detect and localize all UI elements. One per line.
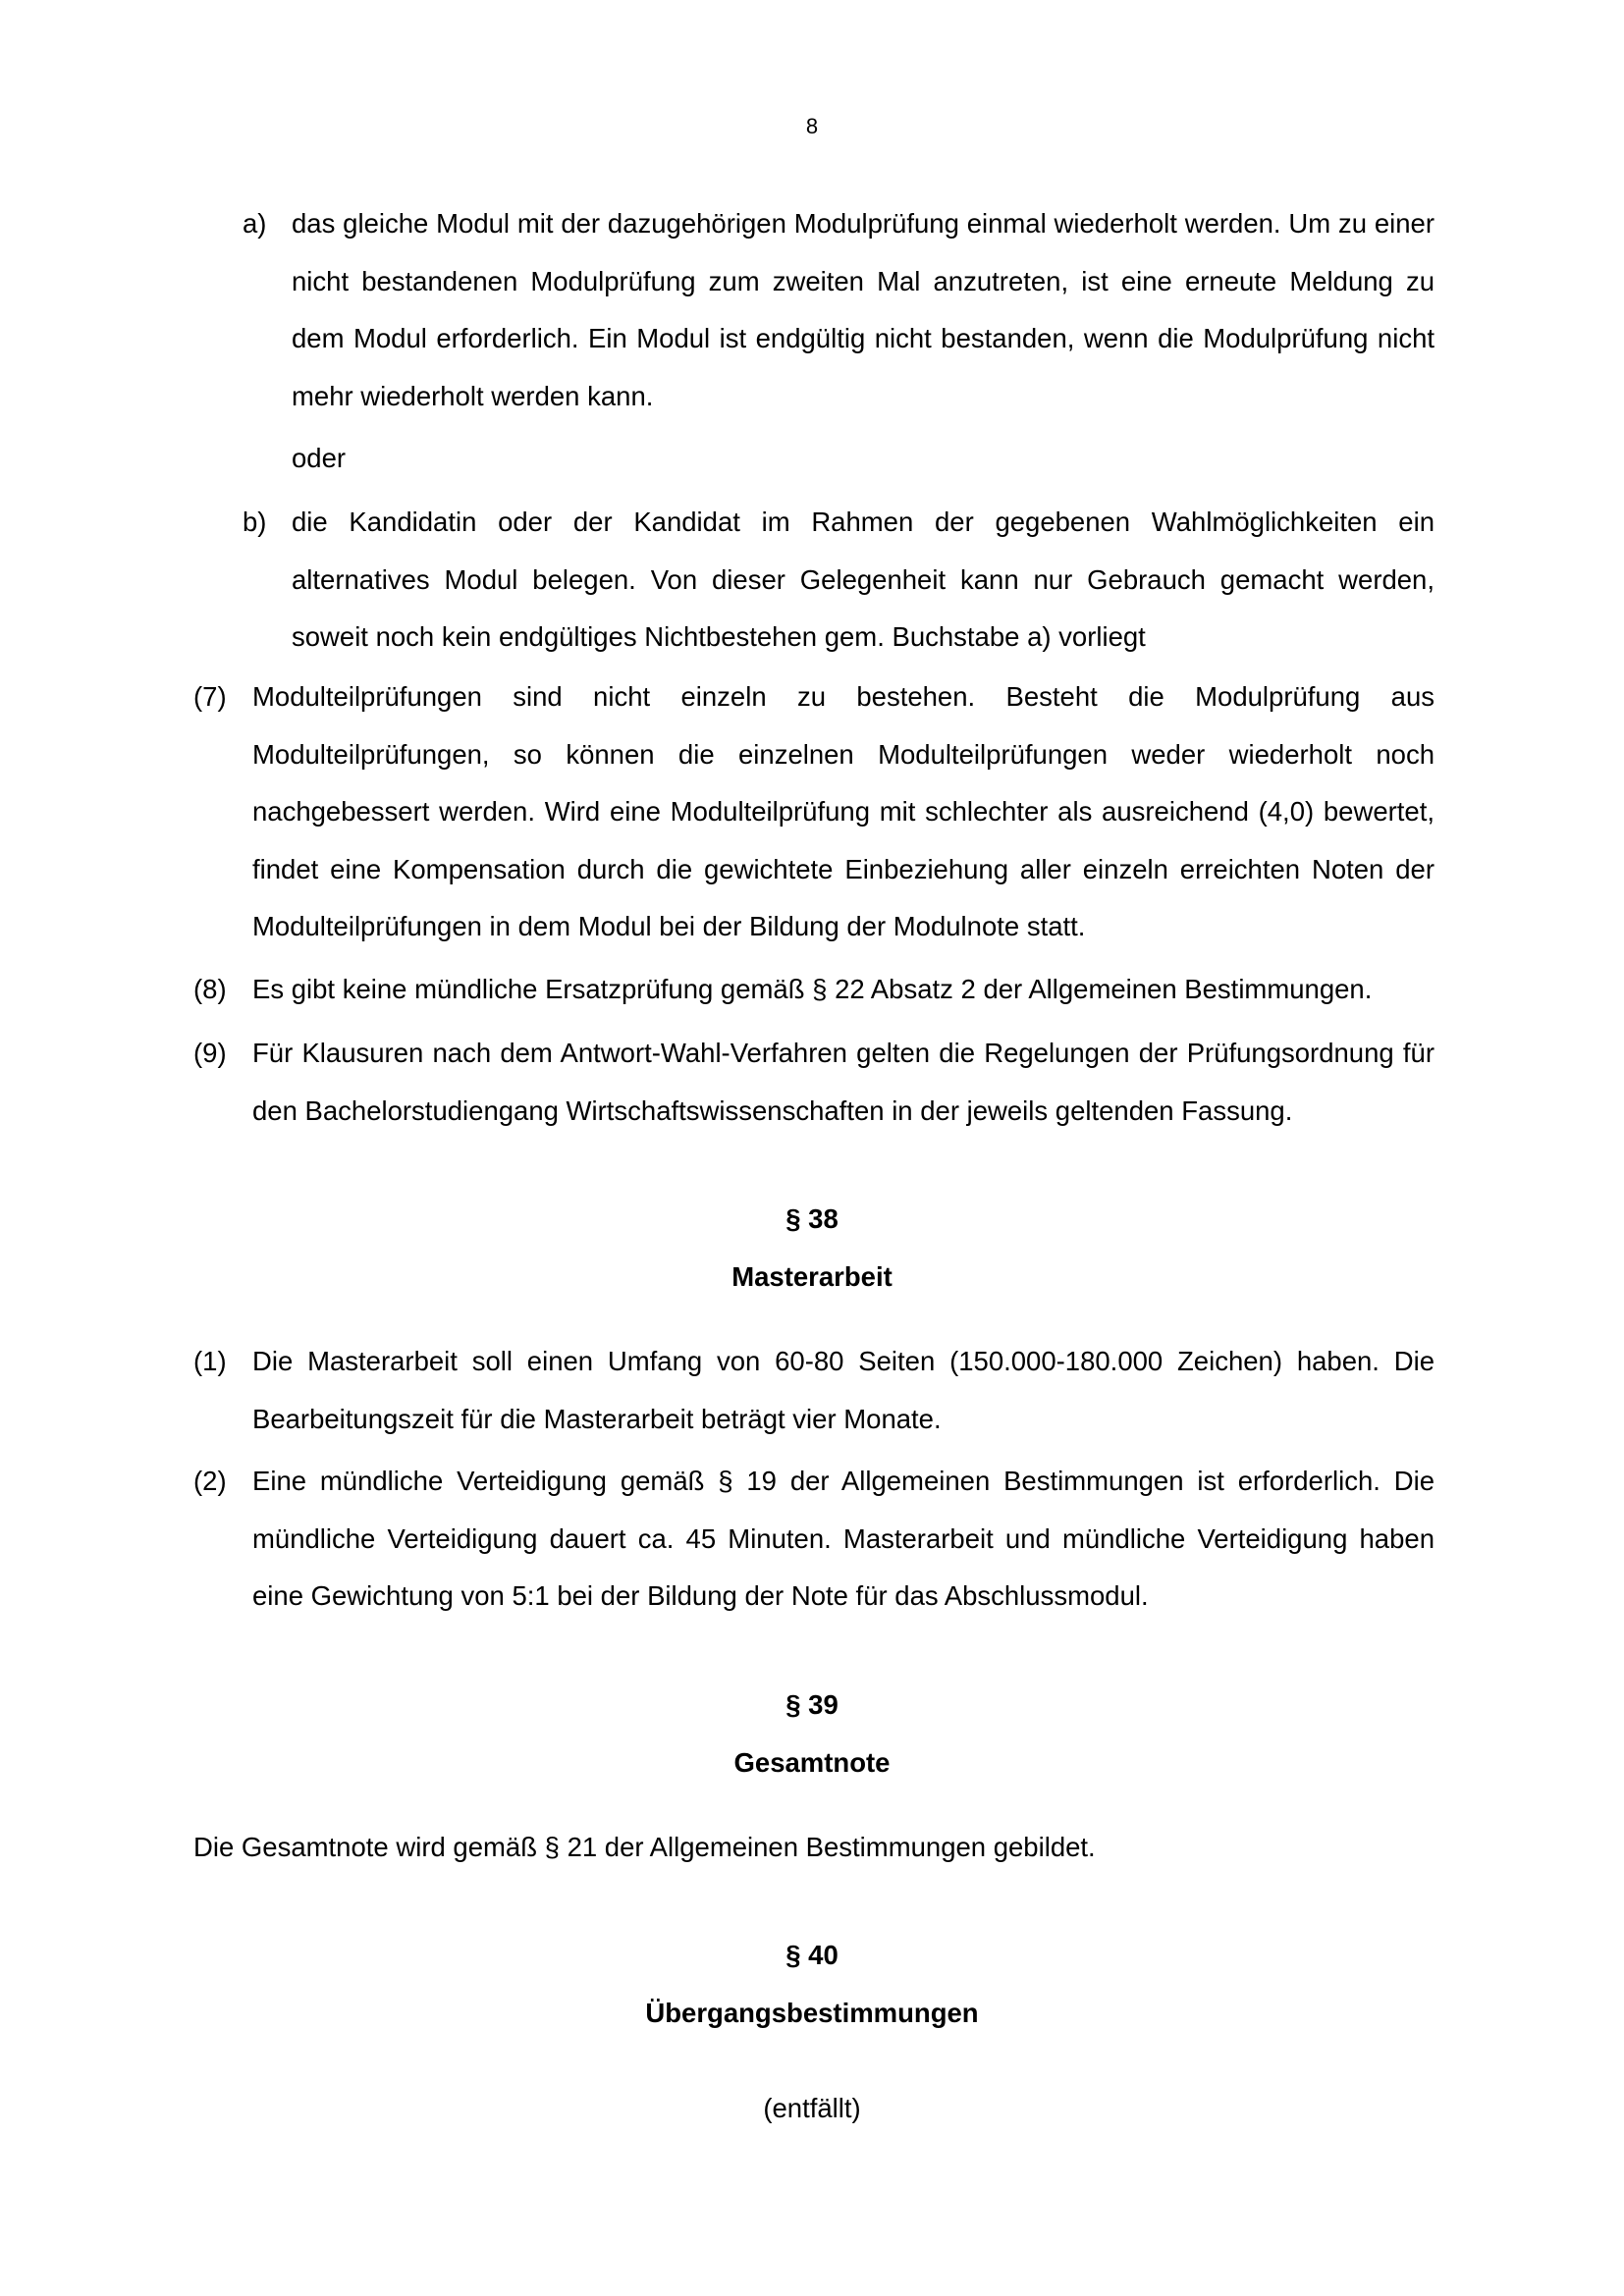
paragraph-8 bbox=[193, 961, 1435, 1019]
paragraph-9 bbox=[193, 1025, 1435, 1140]
section-40-text: (entfällt) bbox=[763, 2093, 861, 2123]
section-38-title: Masterarbeit bbox=[731, 1261, 893, 1292]
section-39-number: § 39 bbox=[785, 1689, 839, 1720]
paragraph-marker: (9) bbox=[193, 1038, 227, 1068]
list-marker: b) bbox=[243, 507, 267, 537]
paragraph-text: Für Klausuren nach dem Antwort-Wahl-Verfahren gelten die Regelungen der Prüfungsordnung für den Bachelorstudiengang Wirtschaftswissenschaften in der jeweils geltenden Fassung. bbox=[252, 1038, 1435, 1126]
paragraph-text: Die Masterarbeit soll einen Umfang von 60-80 Seiten (150.000-180.000 Zeichen) haben. Die Bearbeitungszeit für die Masterarbeit beträgt vier Monate. bbox=[252, 1346, 1435, 1434]
paragraph-text: Modulteilprüfungen sind nicht einzeln zu bestehen. Besteht die Modulprüfung aus Modulteilprüfungen, so können die einzelnen Modulteilprüfungen weder wiederholt noch nachgebessert werden. Wird eine Modulteilprüfung mit schlechter als ausreichend (4,0) bewertet, findet eine Kompensation durch die gewichtete Einbeziehung aller einzeln erreichten Noten der Modulteilprüfungen in dem Modul bei der Bildung der Modulnote statt. bbox=[252, 681, 1435, 941]
section-40-title: Übergangsbestimmungen bbox=[645, 1998, 979, 2028]
paragraph-text: Es gibt keine mündliche Ersatzprüfung gemäß § 22 Absatz 2 der Allgemeinen Bestimmungen. bbox=[252, 974, 1373, 1004]
section-38-number: § 38 bbox=[785, 1203, 839, 1234]
section-40-number: § 40 bbox=[785, 1940, 839, 1970]
paragraph-marker: (1) bbox=[193, 1346, 227, 1376]
paragraph-7 bbox=[193, 668, 1435, 956]
connector-oder: oder bbox=[292, 443, 347, 473]
list-text: das gleiche Modul mit der dazugehörigen Modulprüfung einmal wiederholt werden. Um zu einer nicht bestandenen Modulprüfung zum zweiten Mal anzutreten, ist eine erneute Meldung zu dem Modul erforderlich. Ein Modul ist endgültig nicht bestanden, wenn die Modulprüfung nicht mehr wiederholt werden kann. bbox=[292, 208, 1435, 411]
page-number: 8 bbox=[805, 114, 819, 138]
paragraph-marker: (7) bbox=[193, 681, 227, 712]
section-39-title: Gesamtnote bbox=[733, 1747, 891, 1778]
list-text: die Kandidatin oder der Kandidat im Rahmen der gegebenen Wahlmöglichkeiten ein alternatives Modul belegen. Von dieser Gelegenheit kann nur Gebrauch gemacht werden, soweit noch kein endgültiges Nichtbestehen gem. Buchstabe a) vorliegt bbox=[292, 507, 1435, 652]
paragraph-marker: (8) bbox=[193, 974, 227, 1004]
list-item-b bbox=[243, 494, 1435, 667]
section-38-paragraph-2 bbox=[193, 1453, 1435, 1626]
section-39-text: Die Gesamtnote wird gemäß § 21 der Allgemeinen Bestimmungen gebildet. bbox=[193, 1832, 1096, 1862]
section-38-paragraph-1 bbox=[193, 1333, 1435, 1448]
paragraph-marker: (2) bbox=[193, 1466, 227, 1496]
list-item-a bbox=[243, 195, 1435, 425]
paragraph-text: Eine mündliche Verteidigung gemäß § 19 der Allgemeinen Bestimmungen ist erforderlich. Die mündliche Verteidigung dauert ca. 45 Minuten. Masterarbeit und mündliche Verteidigung haben eine Gewichtung von 5:1 bei der Bildung der Note für das Abschlussmodul. bbox=[252, 1466, 1435, 1611]
list-marker: a) bbox=[243, 208, 267, 239]
